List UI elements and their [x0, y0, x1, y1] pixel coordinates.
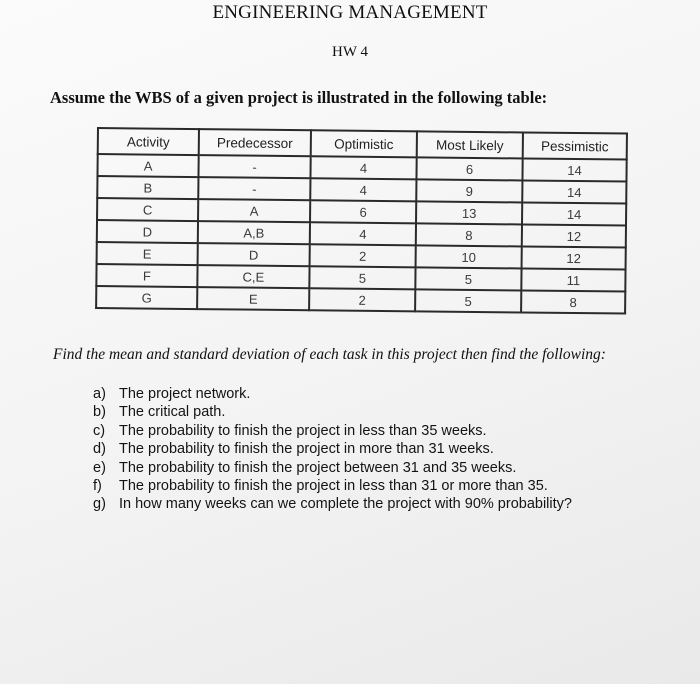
cell-optimistic: 4: [310, 178, 416, 201]
intro-text: Assume the WBS of a given project is illustrated in the following table:: [50, 88, 548, 107]
list-marker: b): [93, 404, 106, 421]
cell-pessimistic: 11: [521, 268, 625, 291]
cell-activity: C: [97, 198, 198, 221]
cell-optimistic: 2: [310, 244, 416, 267]
cell-most-likely: 6: [416, 157, 522, 180]
list-item-text: The probability to finish the project in less than 35 weeks.: [119, 422, 487, 439]
list-marker: e): [93, 459, 106, 476]
cell-optimistic: 2: [309, 288, 415, 311]
question-text: Find the mean and standard deviation of each task in this project then find the following:: [53, 346, 606, 363]
cell-predecessor: C,E: [197, 265, 309, 288]
cell-most-likely: 13: [416, 201, 522, 224]
list-item-text: The probability to finish the project between 31 and 35 weeks.: [119, 459, 517, 476]
page-title: ENGINEERING MANAGEMENT: [212, 2, 488, 23]
cell-activity: G: [96, 286, 197, 309]
cell-activity: F: [96, 264, 197, 287]
cell-pessimistic: 14: [522, 202, 626, 225]
cell-activity: E: [97, 242, 198, 265]
list-item-text: The project network.: [119, 386, 251, 402]
cell-predecessor: A,B: [198, 221, 310, 244]
list-item: [93, 385, 572, 403]
cell-optimistic: 4: [310, 222, 416, 245]
cell-most-likely: 5: [415, 267, 521, 290]
cell-predecessor: D: [198, 243, 310, 266]
header-most-likely: Most Likely: [417, 131, 523, 158]
list-item: [93, 403, 572, 421]
cell-predecessor: E: [197, 287, 309, 310]
list-item-text: In how many weeks can we complete the project with 90% probability?: [119, 496, 572, 513]
list-item-text: The critical path.: [119, 404, 226, 421]
cell-activity: B: [97, 176, 198, 199]
list-marker: a): [93, 386, 106, 402]
list-marker: g): [93, 496, 106, 513]
cell-activity: A: [97, 154, 198, 177]
list-item: [93, 459, 572, 477]
header-pessimistic: Pessimistic: [523, 132, 627, 159]
list-marker: d): [93, 441, 106, 458]
task-list: [93, 385, 572, 514]
cell-predecessor: -: [198, 177, 310, 200]
list-item: [93, 477, 572, 495]
cell-optimistic: 6: [310, 200, 416, 223]
cell-predecessor: A: [198, 199, 310, 222]
cell-optimistic: 5: [309, 266, 415, 289]
list-item: [93, 440, 572, 458]
header-activity: Activity: [98, 128, 199, 155]
list-marker: c): [93, 422, 106, 439]
cell-most-likely: 8: [416, 223, 522, 246]
list-item-text: The probability to finish the project in less than 31 or more than 35.: [119, 477, 548, 494]
cell-pessimistic: 12: [522, 224, 626, 247]
cell-activity: D: [97, 220, 198, 243]
cell-pessimistic: 14: [522, 158, 626, 181]
list-item: [93, 495, 572, 513]
homework-number: HW 4: [332, 44, 368, 60]
list-item-text: The probability to finish the project in more than 31 weeks.: [119, 441, 494, 458]
list-item: [93, 422, 572, 440]
header-predecessor: Predecessor: [199, 129, 311, 156]
cell-pessimistic: 8: [521, 290, 625, 313]
cell-pessimistic: 14: [522, 180, 626, 203]
list-marker: f): [93, 477, 102, 494]
header-optimistic: Optimistic: [311, 130, 417, 157]
wbs-table: [95, 127, 628, 315]
cell-pessimistic: 12: [522, 246, 626, 269]
cell-optimistic: 4: [310, 156, 416, 179]
cell-predecessor: -: [198, 155, 310, 178]
cell-most-likely: 10: [416, 245, 522, 268]
cell-most-likely: 5: [415, 289, 521, 312]
cell-most-likely: 9: [416, 179, 522, 202]
table-row: [96, 286, 625, 314]
